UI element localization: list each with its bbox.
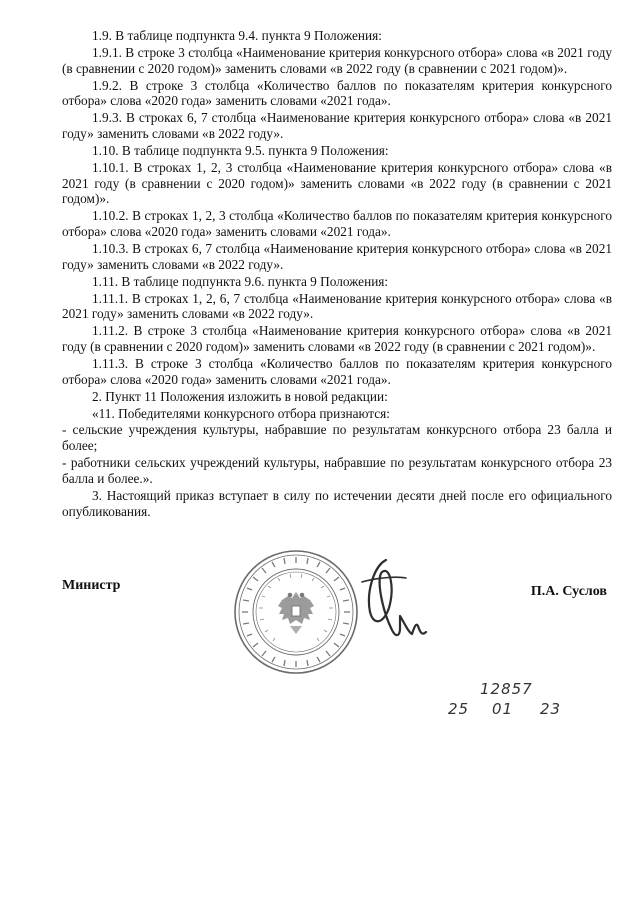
list-item: - сельские учреждения культуры, набравшие по результатам конкурсного отбора 23 балла и более; — [62, 422, 612, 454]
paragraph: 1.11.2. В строке 3 столбца «Наименование критерия конкурсного отбора» слова «в 2021 году (в сравнении с 2020 годом)» заменить словами «в 2022 году (в сравнении с 2021 годом)». — [62, 323, 612, 355]
official-seal-icon — [232, 548, 360, 676]
paragraph: 1.9.2. В строке 3 столбца «Количество баллов по показателям критерия конкурсного отбора» слова «2020 года» заменить словами «2021 года». — [62, 77, 612, 109]
paragraph: 1.10.1. В строках 1, 2, 3 столбца «Наименование критерия конкурсного отбора» слова «в 2021 году (в сравнении с 2020 годом)» заменить словами «в 2022 году (в сравнении с 2021 годом)». — [62, 159, 612, 207]
handwritten-date-day: 25 — [448, 700, 470, 718]
paragraph: 1.11.1. В строках 1, 2, 6, 7 столбца «Наименование критерия конкурсного отбора» слова «в 2021 году» заменить словами «в 2022 году». — [62, 290, 612, 322]
paragraph: 1.9.3. В строках 6, 7 столбца «Наименование критерия конкурсного отбора» слова «в 2021 году» заменить словами «в 2022 году». — [62, 110, 612, 142]
list-item: - работники сельских учреждений культуры, набравшие по результатам конкурсного отбора 23 балла и более.». — [62, 455, 612, 486]
paragraph: 1.11.3. В строке 3 столбца «Количество баллов по показателям критерия конкурсного отбора» слова «2020 года» заменить словами «2021 года». — [62, 355, 612, 387]
paragraph: 3. Настоящий приказ вступает в силу по истечении десяти дней после его официального опубликования. — [62, 487, 612, 519]
paragraph: 1.10.3. В строках 6, 7 столбца «Наименование критерия конкурсного отбора» слова «в 2021 году» заменить словами «в 2022 году». — [62, 241, 612, 272]
handwritten-date-month: 01 — [492, 700, 514, 718]
document-body — [62, 28, 612, 521]
paragraph: 1.11. В таблице подпункта 9.6. пункта 9 Положения: — [92, 273, 389, 289]
handwritten-registration-number: 12857 — [480, 680, 533, 698]
paragraph: «11. Победителями конкурсного отбора признаются: — [92, 405, 390, 421]
signer-name: П.А. Суслов — [530, 584, 607, 599]
paragraph: 1.10. В таблице подпункта 9.5. пункта 9 Положения: — [92, 142, 389, 158]
paragraph: 1.9. В таблице подпункта 9.4. пункта 9 Положения: — [92, 28, 382, 43]
handwritten-signature-icon — [356, 552, 428, 652]
signer-title: Министр — [62, 578, 121, 593]
paragraph: 1.10.2. В строках 1, 2, 3 столбца «Количество баллов по показателям критерия конкурсного отбора» слова «2020 года» заменить словами «2021 года». — [62, 208, 612, 240]
handwritten-date-year: 23 — [540, 700, 562, 718]
paragraph: 1.9.1. В строке 3 столбца «Наименование критерия конкурсного отбора» слова «в 2021 году (в сравнении с 2020 годом)» заменить словами «в 2022 году (в сравнении с 2021 годом)». — [62, 44, 612, 76]
paragraph: 2. Пункт 11 Положения изложить в новой редакции: — [92, 388, 388, 404]
